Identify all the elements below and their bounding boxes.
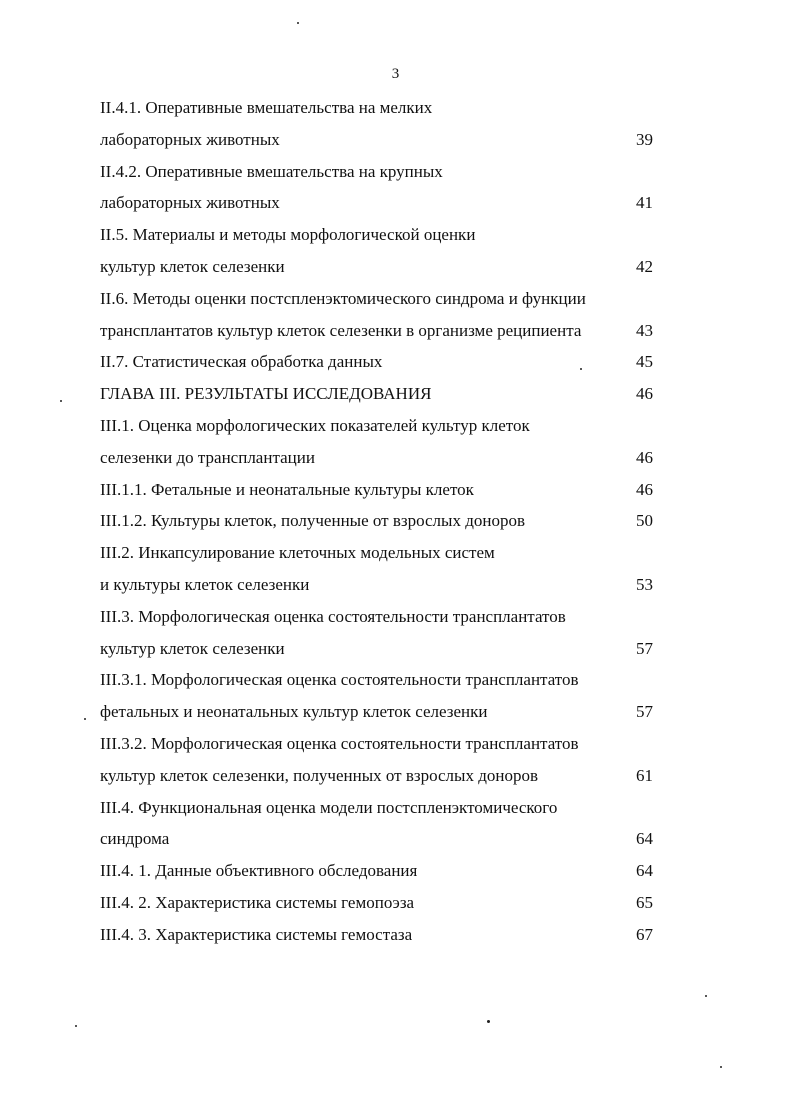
- toc-page-number: 46: [636, 447, 653, 467]
- toc-entry-text: III.1. Оценка морфологических показателей культур клеток: [100, 416, 530, 435]
- toc-entry-text: III.3.2. Морфологическая оценка состоятельности трансплантатов: [100, 734, 579, 753]
- scan-speck: [75, 1025, 77, 1027]
- toc-entry-text: III.1.2. Культуры клеток, полученные от взрослых доноров: [100, 511, 525, 531]
- toc-entry-text: III.3. Морфологическая оценка состоятельности трансплантатов: [100, 606, 566, 626]
- toc-entry-text: селезенки до трансплантации: [100, 447, 315, 467]
- toc-page-number: 50: [636, 511, 653, 531]
- scan-speck: [580, 368, 582, 370]
- scan-speck: [487, 1020, 490, 1023]
- toc-entry-text: культур клеток селезенки: [100, 638, 285, 658]
- toc-page-number: 65: [636, 893, 653, 912]
- toc-entry-text: ГЛАВА III. РЕЗУЛЬТАТЫ ИССЛЕДОВАНИЯ: [100, 384, 432, 404]
- toc-page-number: 45: [636, 352, 653, 372]
- toc-entry-text: трансплантатов культур клеток селезенки в организме реципиента: [100, 320, 582, 340]
- scan-speck: [84, 718, 86, 720]
- toc-page-number: 57: [636, 702, 653, 722]
- toc-page-number: 46: [636, 384, 653, 404]
- scan-speck: [705, 995, 707, 997]
- toc-page-number: 41: [636, 193, 653, 213]
- toc-page-number: 53: [636, 575, 653, 594]
- toc-entry-text: III.4. Функциональная оценка модели постспленэктомического: [100, 797, 558, 817]
- toc-entry-text: III.2. Инкапсулирование клеточных модельных систем: [100, 543, 495, 563]
- toc-entry-text: III.4. 3. Характеристика системы гемостаза: [100, 924, 413, 944]
- toc-entry-text: III.3.1. Морфологическая оценка состоятельности трансплантатов: [100, 670, 579, 690]
- toc-entry-text: II.4.2. Оперативные вмешательства на крупных: [100, 161, 443, 181]
- toc-entry-text: лабораторных животных: [100, 129, 280, 149]
- toc-entry-text: культур клеток селезенки: [100, 257, 285, 276]
- toc-page-number: 46: [636, 479, 653, 499]
- scan-speck: [60, 400, 62, 402]
- toc-page-number: 39: [636, 129, 653, 149]
- scan-speck: [297, 22, 299, 24]
- toc-page-number: 43: [636, 320, 653, 340]
- toc-entry-text: и культуры клеток селезенки: [100, 575, 310, 594]
- toc-page-number: 42: [636, 257, 653, 276]
- toc-page-number: 64: [636, 861, 653, 881]
- toc-entry-text: II.5. Материалы и методы морфологической оценки: [100, 225, 476, 245]
- toc-page-number: 57: [636, 638, 653, 658]
- toc-entry-text: II.4.1. Оперативные вмешательства на мелких: [100, 98, 433, 117]
- toc-entry-text: синдрома: [100, 829, 170, 849]
- toc-entry-text: II.7. Статистическая обработка данных: [100, 352, 383, 372]
- toc-entry-text: фетальных и неонатальных культур клеток селезенки: [100, 702, 488, 722]
- toc-page-number: 67: [636, 924, 653, 944]
- page-number: 3: [391, 66, 400, 82]
- toc-entry-text: II.6. Методы оценки постспленэктомического синдрома и функции: [100, 288, 586, 308]
- toc-entry-text: культур клеток селезенки, полученных от взрослых доноров: [100, 765, 538, 785]
- toc-entry-text: III.1.1. Фетальные и неонатальные культуры клеток: [100, 479, 474, 499]
- toc-entry-text: III.4. 1. Данные объективного обследования: [100, 861, 418, 881]
- toc-page-number: 61: [636, 765, 653, 785]
- toc-entry-text: III.4. 2. Характеристика системы гемопоэза: [100, 893, 415, 912]
- toc-entry-text: лабораторных животных: [100, 193, 280, 213]
- toc-page-number: 64: [636, 829, 653, 849]
- scan-speck: [720, 1066, 722, 1068]
